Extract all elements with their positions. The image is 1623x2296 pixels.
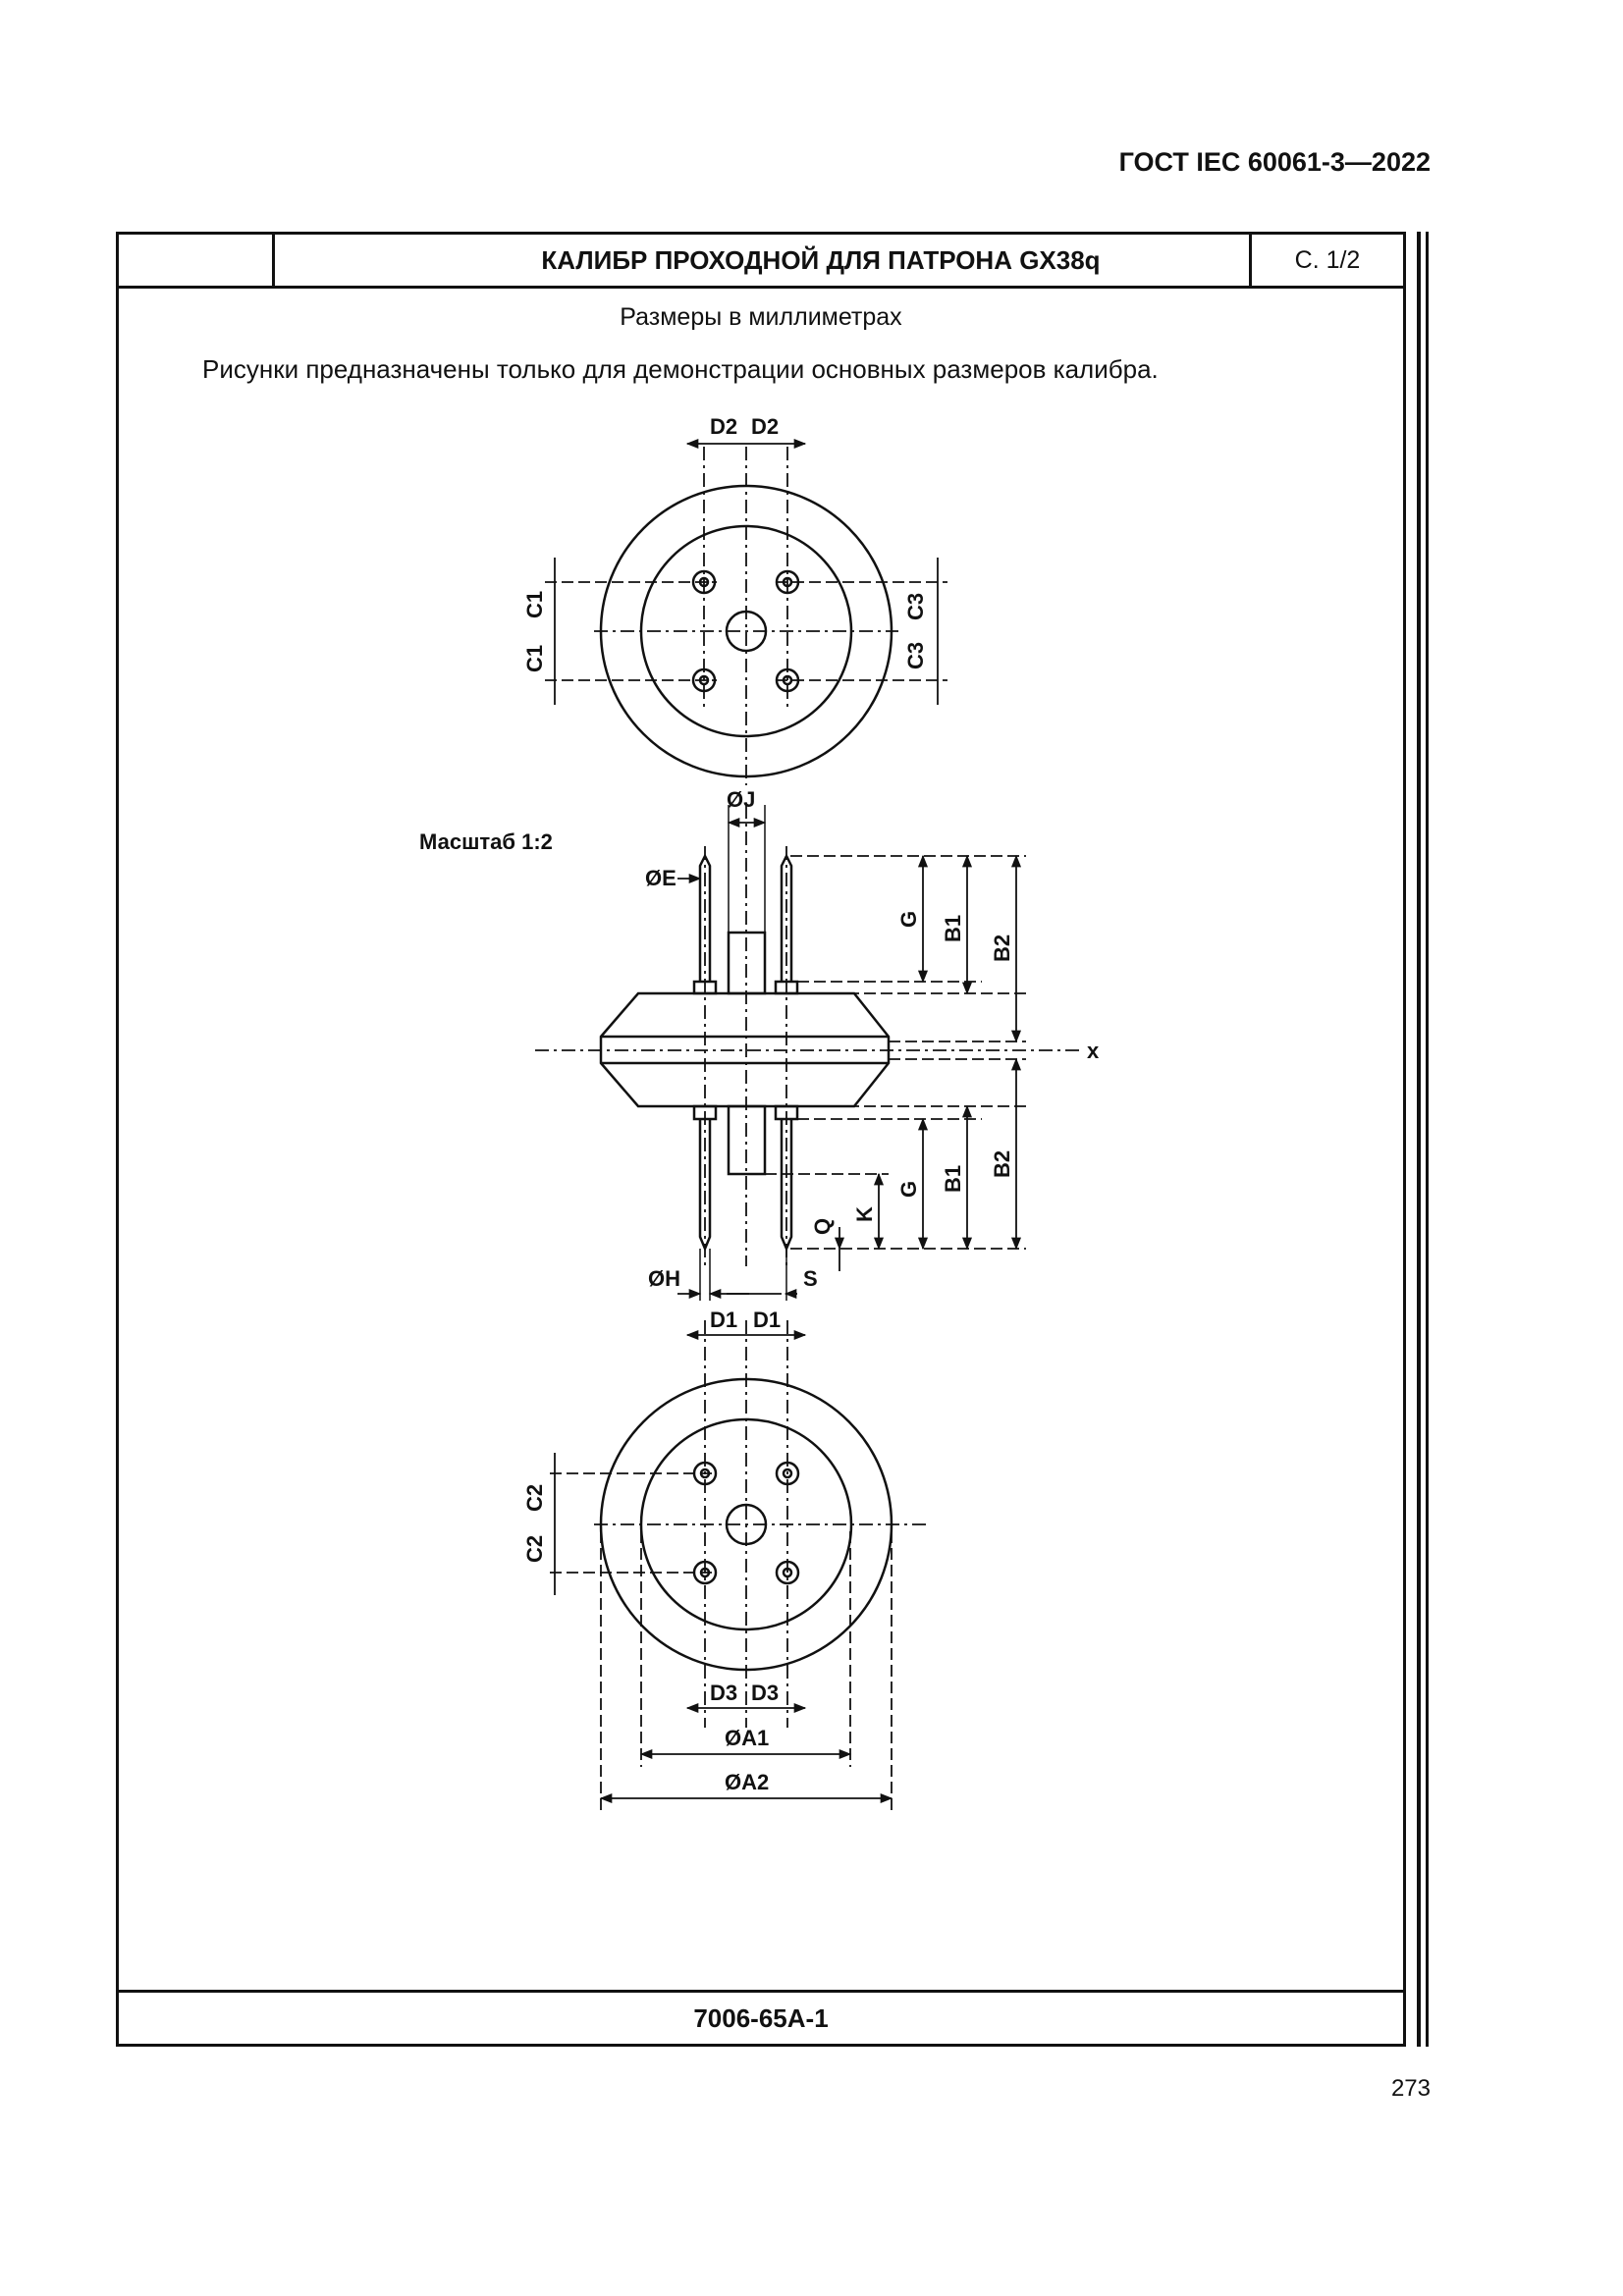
scale-label: Масштаб 1:2 bbox=[419, 829, 553, 854]
purpose-note: Рисунки предназначены только для демонстрации основных размеров калибра. bbox=[202, 354, 1159, 384]
label-d1: D1 bbox=[710, 1308, 738, 1332]
label-j: ØJ bbox=[727, 787, 756, 812]
page-number: 273 bbox=[1390, 2075, 1431, 2102]
label-b2: B2 bbox=[990, 1149, 1014, 1178]
label-g: G bbox=[896, 910, 921, 928]
sheet-title: КАЛИБР ПРОХОДНОЙ ДЛЯ ПАТРОНА GX38q bbox=[541, 245, 1101, 275]
label-a2: ØA2 bbox=[725, 1770, 770, 1794]
label-q: Q bbox=[810, 1217, 835, 1235]
label-b1: B1 bbox=[941, 1164, 965, 1193]
sheet-page-indicator: С. 1/2 bbox=[1249, 235, 1403, 286]
standard-number: ГОСТ IEC 60061-3—2022 bbox=[1118, 147, 1431, 177]
label-c3: C3 bbox=[903, 641, 928, 669]
label-a1: ØA1 bbox=[725, 1726, 770, 1750]
label-k: K bbox=[852, 1206, 877, 1222]
label-d3: D3 bbox=[710, 1681, 738, 1705]
label-b2: B2 bbox=[990, 934, 1014, 962]
side-view bbox=[535, 805, 1080, 1301]
label-c1: C1 bbox=[522, 590, 547, 618]
label-s: S bbox=[803, 1266, 818, 1291]
label-c1: C1 bbox=[522, 644, 547, 672]
label-c2: C2 bbox=[522, 1534, 547, 1563]
units-note: Размеры в миллиметрах bbox=[620, 303, 902, 331]
label-d2: D2 bbox=[710, 414, 738, 439]
top-view bbox=[545, 444, 947, 785]
label-c2: C2 bbox=[522, 1483, 547, 1512]
label-c3: C3 bbox=[903, 592, 928, 620]
label-e: ØE bbox=[645, 866, 676, 890]
label-d2: D2 bbox=[751, 414, 780, 439]
label-d1: D1 bbox=[753, 1308, 782, 1332]
label-b1: B1 bbox=[941, 914, 965, 942]
label-h: ØH bbox=[648, 1266, 680, 1291]
sheet-number: 7006-65A-1 bbox=[119, 1990, 1403, 2044]
label-x: x bbox=[1087, 1039, 1100, 1063]
label-g: G bbox=[896, 1180, 921, 1198]
label-d3: D3 bbox=[751, 1681, 780, 1705]
